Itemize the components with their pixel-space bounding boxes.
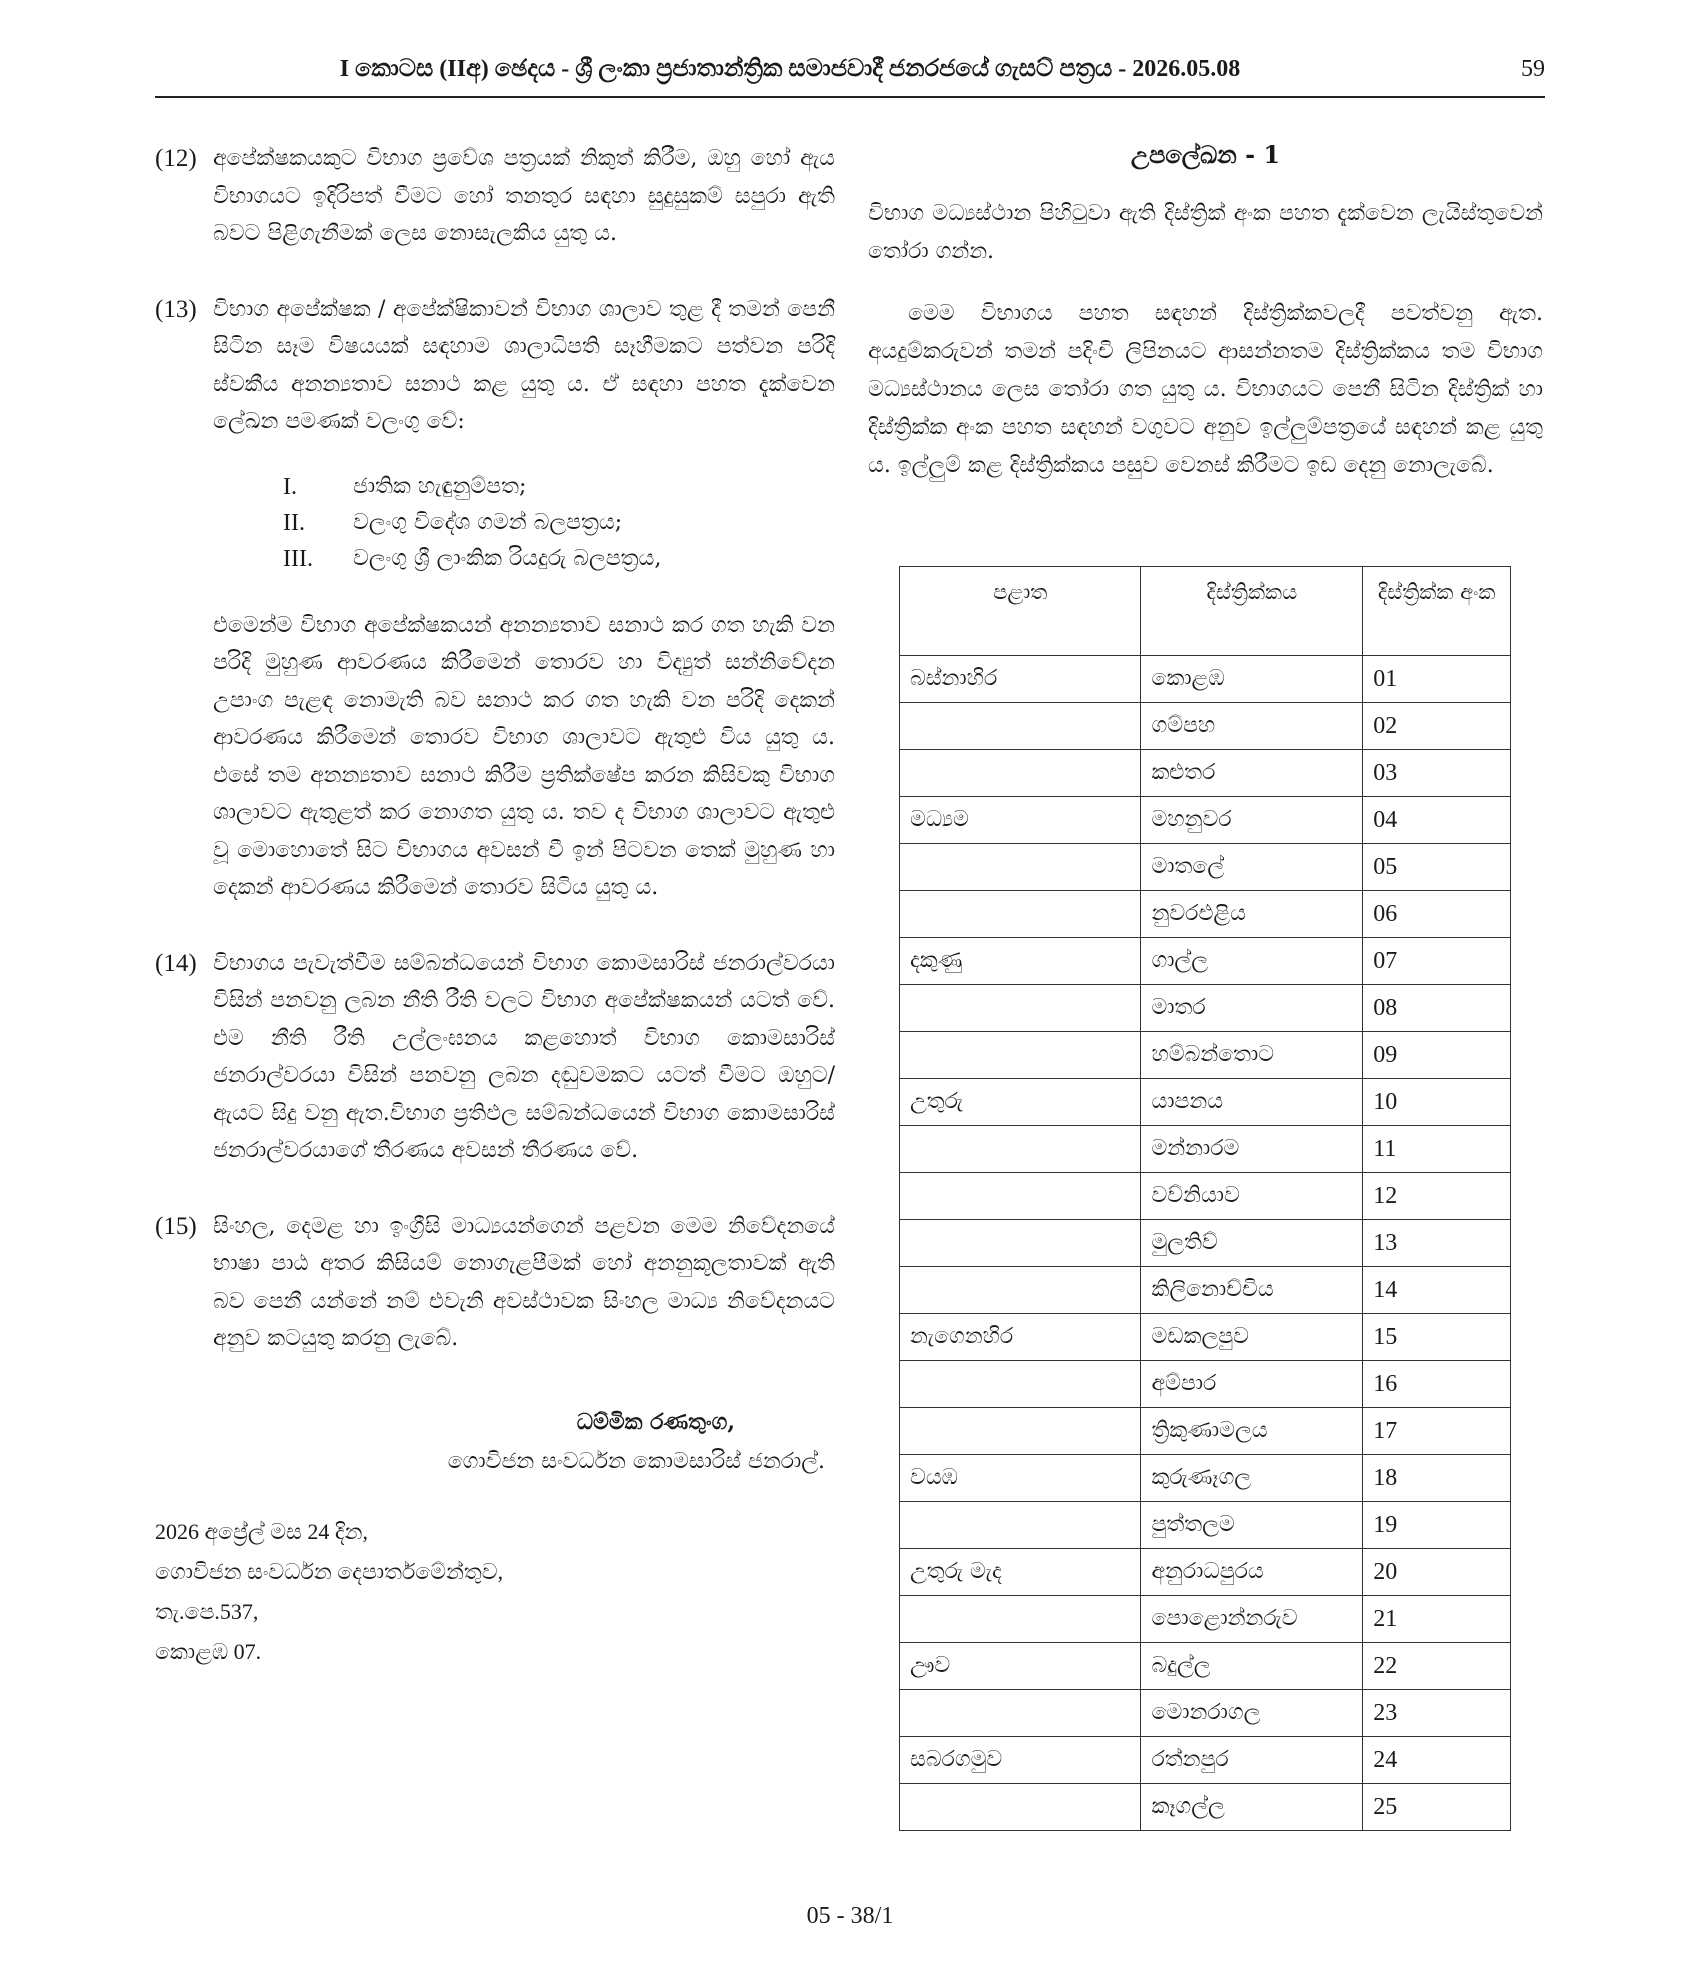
province-cell	[900, 750, 1141, 797]
district-code-cell: 09	[1363, 1032, 1511, 1079]
province-cell	[900, 1173, 1141, 1220]
table-row	[900, 1737, 1511, 1784]
province-cell: උතුරු	[900, 1079, 1141, 1126]
clause-text: විභාගය පැවැත්වීම සම්බන්ධයෙන් විභාග කොමසාරිස් ජනරාල්වරයා විසින් පනවනු ලබන නීති රීති වලට විභාග අපේක්ෂකයන් යටත් වේ. එම නීති රීති උල්ලංඝනය කළහොත් විභාග කොමසාරිස් ජනරාල්වරයා විසින් පනවනු ලබන දඬුවමකට යටත් වීමට ඔහුට/ඇයට සිදු වනු ඇත.විභාග ප්‍රතිඵල සම්බන්ධයෙන් විභාග කොමසාරිස් ජනරාල්වරයාගේ තීරණය අවසන් තීරණය වේ.	[213, 950, 835, 1163]
district-cell: නුවරඑළිය	[1141, 891, 1363, 938]
district-cell: මඩකලපුව	[1141, 1314, 1363, 1361]
column-header-district-code: දිස්ත්‍රික්ක අංක	[1363, 567, 1511, 656]
district-cell: කෑගල්ල	[1141, 1784, 1363, 1831]
district-code-cell: 04	[1363, 797, 1511, 844]
annex-title: උපලේඛන - 1	[1130, 140, 1281, 169]
list-marker: III.	[283, 545, 313, 572]
table-row	[900, 1549, 1511, 1596]
district-code-cell: 10	[1363, 1079, 1511, 1126]
address-line: කොළඹ 07.	[155, 1638, 262, 1664]
district-cell: කිලිනොච්චිය	[1141, 1267, 1363, 1314]
province-cell	[900, 1408, 1141, 1455]
table-row	[900, 1079, 1511, 1126]
table-row	[900, 844, 1511, 891]
table-row	[900, 1220, 1511, 1267]
district-code-cell: 12	[1363, 1173, 1511, 1220]
district-cell: කළුතර	[1141, 750, 1363, 797]
district-cell: ත්‍රිකුණාමලය	[1141, 1408, 1363, 1455]
district-cell: මාතර	[1141, 985, 1363, 1032]
table-row	[900, 703, 1511, 750]
province-cell	[900, 1032, 1141, 1079]
district-cell: හම්බන්තොට	[1141, 1032, 1363, 1079]
province-cell: දකුණු	[900, 938, 1141, 985]
district-cell: රත්නපුර	[1141, 1737, 1363, 1784]
district-cell: අනුරාධපුරය	[1141, 1549, 1363, 1596]
table-body	[900, 656, 1511, 1831]
clause-14	[155, 945, 835, 1170]
district-cell: කොළඹ	[1141, 656, 1363, 703]
list-item	[283, 541, 835, 577]
clause-number: (13)	[155, 295, 197, 323]
table-row	[900, 1784, 1511, 1831]
page-number: 59	[1521, 56, 1545, 82]
table-row	[900, 1408, 1511, 1455]
clause-text-continued: එමෙන්ම විභාග අපේක්ෂකයන් අනන්‍යතාව සනාථ කර ගත හැකි වන පරිදි මුහුණ ආවරණය කිරීමෙන් තොරව හා විද්‍යුත් සන්නිවේදන උපාංග පැළඳ නොමැති බව සනාථ කර ගත හැකි වන පරිදි දෙකන් ආවරණය කිරීමෙන් තොරව විභාග ශාලාවට ඇතුළු විය යුතු ය. එසේ තම අනන්‍යතාව සනාථ කිරීම ප්‍රතික්ෂේප කරන කිසිවකු විභාග ශාලාවට ඇතුළත් කර නොගත යුතු ය. තව ද විභාග ශාලාවට ඇතුළු වූ මොහොතේ සිට විභාගය අවසන් වී ඉන් පිටවන තෙක් මුහුණ හා දෙකන් ආවරණය කිරීමෙන් තොරව සිටිය යුතු ය.	[213, 612, 835, 900]
district-code-cell: 11	[1363, 1126, 1511, 1173]
annex-intro: විභාග මධ්‍යස්ථාන පිහිටුවා ඇති දිස්ත්‍රික් අංක පහත දැක්වෙන ලැයිස්තුවෙන් තෝරා ගන්න.	[868, 201, 1543, 264]
page-footer: 05 - 38/1	[806, 1903, 894, 1929]
table-row	[900, 1361, 1511, 1408]
table-row	[900, 1690, 1511, 1737]
district-code-cell: 22	[1363, 1643, 1511, 1690]
province-cell	[900, 891, 1141, 938]
address-line: තැ.පෙ.537,	[155, 1598, 259, 1624]
province-cell	[900, 1784, 1141, 1831]
district-cell: බදුල්ල	[1141, 1643, 1363, 1690]
district-code-cell: 25	[1363, 1784, 1511, 1831]
province-cell	[900, 1220, 1141, 1267]
district-code-cell: 16	[1363, 1361, 1511, 1408]
clause-text: විභාග අපේක්ෂක / අපේක්ෂිකාවන් විභාග ශාලාව තුළ දී තමන් පෙනී සිටින සෑම විෂයයක් සඳහාම ශාලාධිපති සෑහීමකට පත්වන පරිදි ස්වකීය අනන්‍යතාව සනාථ කළ යුතු ය. ඒ සඳහා පහත දැක්වෙන ලේඛන පමණක් වලංගු වේ:	[213, 296, 835, 434]
table-row	[900, 750, 1511, 797]
district-cell: යාපනය	[1141, 1079, 1363, 1126]
table-row	[900, 891, 1511, 938]
clause-text: සිංහල, දෙමළ හා ඉංග්‍රීසි මාධ්‍යයන්ගෙන් පළවන මෙම නිවේදනයේ භාෂා පාඨ අතර කිසියම් නොගැළපීමක් හෝ අනනුකූලතාවක් ඇති බව පෙනී යන්නේ නම් එවැනි අවස්ථාවක සිංහල මාධ්‍ය නිවේදනයට අනුව කටයුතු කරනු ලැබේ.	[213, 1213, 835, 1351]
district-code-cell: 23	[1363, 1690, 1511, 1737]
district-cell: මාතලේ	[1141, 844, 1363, 891]
table-row	[900, 1502, 1511, 1549]
clause-number: (12)	[155, 145, 197, 172]
list-marker: II.	[283, 509, 305, 536]
clause-12	[155, 140, 835, 253]
gazette-header	[155, 56, 1545, 98]
list-item	[283, 505, 835, 541]
district-cell: මහනුවර	[1141, 797, 1363, 844]
district-cell: පොළොන්නරුව	[1141, 1596, 1363, 1643]
district-cell: ගාල්ල	[1141, 938, 1363, 985]
district-cell: අම්පාර	[1141, 1361, 1363, 1408]
district-table	[899, 566, 1511, 1831]
district-cell: ගම්පහ	[1141, 703, 1363, 750]
province-cell: උතුරු මැද	[900, 1549, 1141, 1596]
date-address-block	[155, 1512, 835, 1672]
list-item-text: වලංගු විදේශ ගමන් බලපත්‍රය;	[353, 509, 623, 535]
district-code-cell: 14	[1363, 1267, 1511, 1314]
district-cell: කුරුණෑගල	[1141, 1455, 1363, 1502]
province-cell	[900, 1361, 1141, 1408]
district-code-cell: 05	[1363, 844, 1511, 891]
annex-body: මෙම විභාගය පහත සඳහන් දිස්ත්‍රික්කවලදී පවත්වනු ඇත. අයදුම්කරුවන් තමන් පදිංචි ලිපිනයට ආසන්නතම දිස්ත්‍රික්කය තම විභාග මධ්‍යස්ථානය ලෙස තෝරා ගත යුතු ය. විභාගයට පෙනී සිටින දිස්ත්‍රික් හා දිස්ත්‍රික්ක අංක පහත සඳහන් වගුවට අනුව ඉල්ලුම්පත්‍රයේ සඳහන් කළ යුතු ය. ඉල්ලුම් කළ දිස්ත්‍රික්කය පසුව වෙනස් කිරීමට ඉඩ දෙනු නොලැබේ.	[868, 301, 1543, 478]
district-cell: වව්නියාව	[1141, 1173, 1363, 1220]
list-marker: I.	[283, 473, 297, 500]
table-row	[900, 1267, 1511, 1314]
province-cell	[900, 1690, 1141, 1737]
column-header-province: පළාත	[900, 567, 1141, 656]
date-line: 2026 අප්‍රේල් මස 24 දින,	[155, 1518, 368, 1544]
list-item-text: වලංගු ශ්‍රී ලාංකික රියදුරු බලපත්‍රය,	[353, 545, 662, 571]
district-code-cell: 24	[1363, 1737, 1511, 1784]
district-cell: මොනරාගල	[1141, 1690, 1363, 1737]
province-cell	[900, 1126, 1141, 1173]
table-row	[900, 1455, 1511, 1502]
province-cell: බස්නාහිර	[900, 656, 1141, 703]
column-header-district: දිස්ත්‍රික්කය	[1141, 567, 1363, 656]
table-row	[900, 1032, 1511, 1079]
table-row	[900, 656, 1511, 703]
table-row	[900, 938, 1511, 985]
district-code-cell: 17	[1363, 1408, 1511, 1455]
province-cell	[900, 1267, 1141, 1314]
district-code-cell: 06	[1363, 891, 1511, 938]
list-item	[283, 469, 835, 505]
clause-number: (15)	[155, 1212, 197, 1240]
district-code-cell: 18	[1363, 1455, 1511, 1502]
table-row	[900, 1643, 1511, 1690]
district-code-cell: 08	[1363, 985, 1511, 1032]
table-row	[900, 1126, 1511, 1173]
table-row	[900, 1173, 1511, 1220]
province-cell: සබරගමුව	[900, 1737, 1141, 1784]
left-column	[155, 140, 835, 1672]
province-cell	[900, 985, 1141, 1032]
province-cell: නැගෙනහිර	[900, 1314, 1141, 1361]
table-row	[900, 1314, 1511, 1361]
district-code-cell: 20	[1363, 1549, 1511, 1596]
table-row	[900, 797, 1511, 844]
province-cell	[900, 844, 1141, 891]
district-cell: පුත්තලම	[1141, 1502, 1363, 1549]
province-cell	[900, 703, 1141, 750]
right-column	[868, 140, 1543, 485]
province-cell: වයඹ	[900, 1455, 1141, 1502]
district-code-cell: 15	[1363, 1314, 1511, 1361]
province-cell: ඌව	[900, 1643, 1141, 1690]
signatory-title: ගොවිජන සංවර්ධන කොමසාරිස් ජනරාල්.	[447, 1448, 825, 1474]
signature-block	[155, 1402, 835, 1482]
district-code-cell: 21	[1363, 1596, 1511, 1643]
district-code-cell: 19	[1363, 1502, 1511, 1549]
district-code-cell: 13	[1363, 1220, 1511, 1267]
list-item-text: ජාතික හැඳුනුම්පත;	[353, 473, 527, 499]
gazette-title: I කොටස (IIඅ) ඡෙදය - ශ්‍රී ලංකා ප්‍රජාතාන්ත්‍රික සමාජවාදී ජනරජයේ ගැසට් පත්‍රය - 2026.05.08	[339, 56, 1241, 82]
district-code-cell: 01	[1363, 656, 1511, 703]
district-code-cell: 03	[1363, 750, 1511, 797]
address-line: ගොවිජන සංවර්ධන දෙපාර්තමේන්තුව,	[155, 1558, 504, 1584]
signatory-name: ධම්මික රණතුංග,	[576, 1408, 735, 1435]
table-header-row	[900, 567, 1511, 656]
province-cell	[900, 1502, 1141, 1549]
id-document-list	[283, 469, 835, 577]
clause-15	[155, 1208, 835, 1358]
province-cell	[900, 1596, 1141, 1643]
clause-13	[155, 291, 835, 907]
table-row	[900, 1596, 1511, 1643]
table-row	[900, 985, 1511, 1032]
district-cell: මන්නාරම	[1141, 1126, 1363, 1173]
district-cell: මුලතිව්	[1141, 1220, 1363, 1267]
district-code-cell: 07	[1363, 938, 1511, 985]
clause-number: (14)	[155, 949, 197, 977]
clause-text: අපේක්ෂකයකුට විභාග ප්‍රවේශ පත්‍රයක් නිකුත් කිරීම, ඔහු හෝ ඇය විභාගයට ඉදිරිපත් වීමට හෝ තනතුර සඳහා සුදුසුකම් සපුරා ඇති බවට පිළිගැනීමක් ලෙස නොසැලකිය යුතු ය.	[213, 146, 835, 246]
district-code-cell: 02	[1363, 703, 1511, 750]
province-cell: මධ්‍යම	[900, 797, 1141, 844]
